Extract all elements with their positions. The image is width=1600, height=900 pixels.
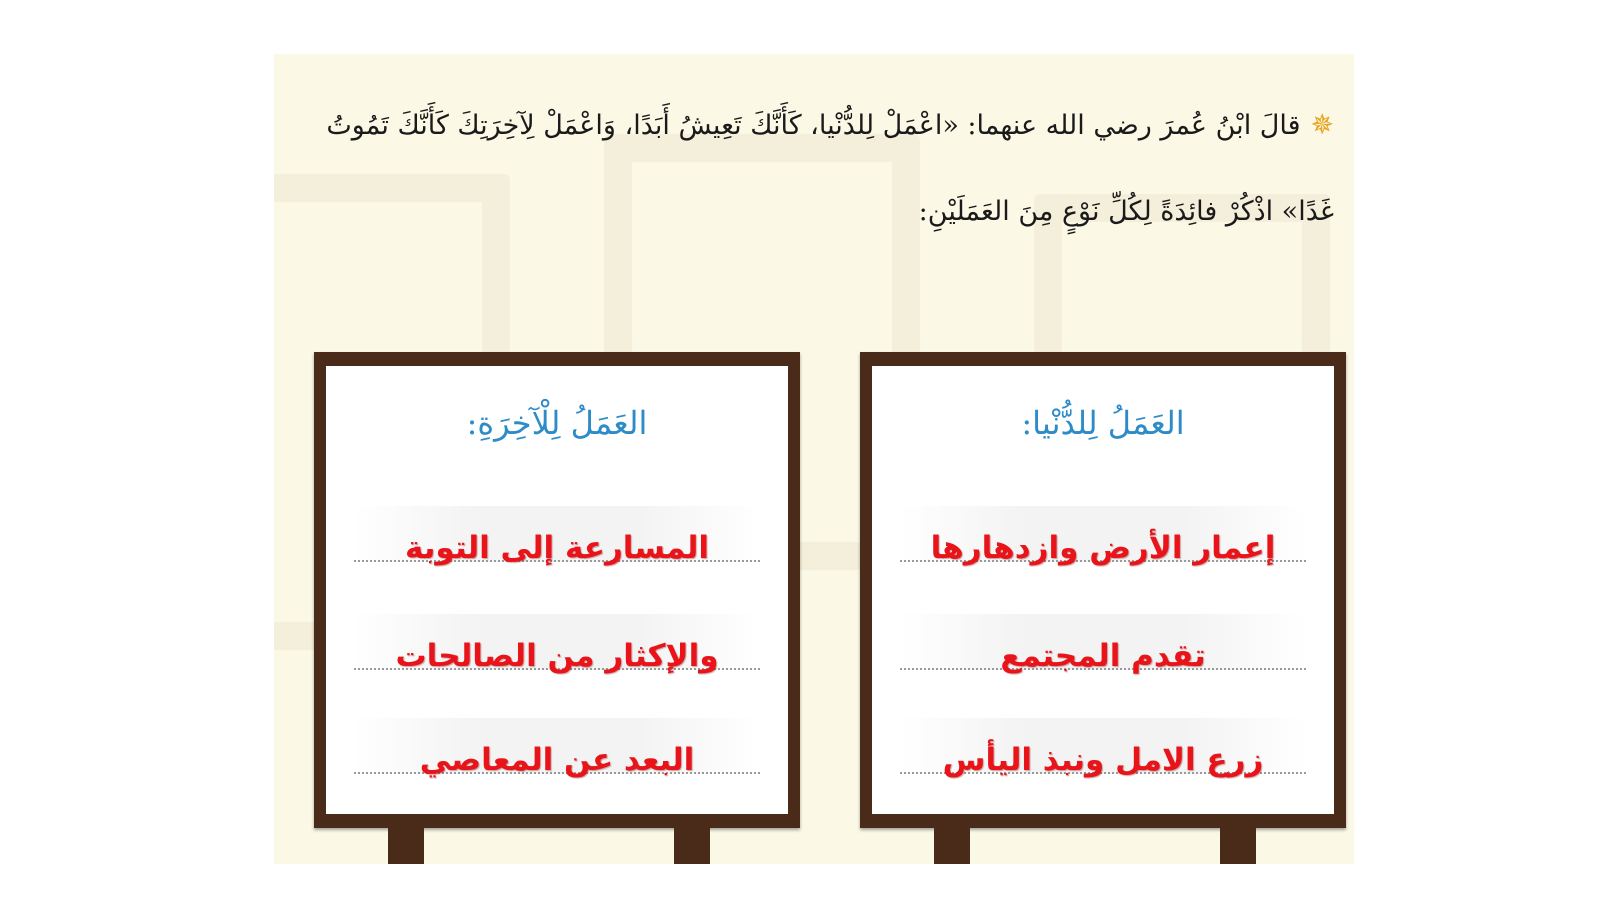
board-dunya-leg-left <box>934 828 970 864</box>
board-akhira-leg-right <box>674 828 710 864</box>
answer-line <box>354 506 760 566</box>
answer-text: البعد عن المعاصي <box>419 742 695 778</box>
answer-line <box>900 718 1306 778</box>
answer-text: والإكثار من الصالحات <box>395 638 719 674</box>
board-dunya-panel <box>872 366 1334 814</box>
star-bullet-icon: ✵ <box>1310 108 1334 141</box>
answer-line <box>354 614 760 674</box>
board-dunya-heading: العَمَلُ لِلدُّنْيا: <box>1021 404 1185 442</box>
board-dunya-leg-right <box>1220 828 1256 864</box>
answer-text: المسارعة إلى التوبة <box>404 530 710 566</box>
answer-text: زرع الامل ونبذ اليأس <box>942 742 1264 778</box>
board-akhira-heading: العَمَلُ لِلْآخِرَةِ: <box>466 404 648 442</box>
board-dunya <box>860 352 1346 828</box>
slide <box>274 54 1354 864</box>
answer-line <box>900 506 1306 566</box>
board-akhira-leg-left <box>388 828 424 864</box>
board-akhira <box>314 352 800 828</box>
board-akhira-panel <box>326 366 788 814</box>
answer-line <box>354 718 760 778</box>
answer-line <box>900 614 1306 674</box>
question-text <box>294 82 1334 255</box>
answer-text: تقدم المجتمع <box>1000 638 1206 674</box>
question-body: قالَ ابْنُ عُمرَ رضي الله عنهما: «اعْمَلْ لِلدُّنْيا، كَأَنَّكَ تَعِيشُ أَبَدًا، وَاعْمَلْ لِآخِرَتِكَ كَأَنَّكَ تَمُوتُ غَدًا» اذْكُرْ فائِدَةً لِكُلِّ نَوْعٍ مِنَ العَمَلَيْنِ: <box>326 110 1334 227</box>
answer-text: إعمار الأرض وازدهارها <box>930 530 1276 566</box>
